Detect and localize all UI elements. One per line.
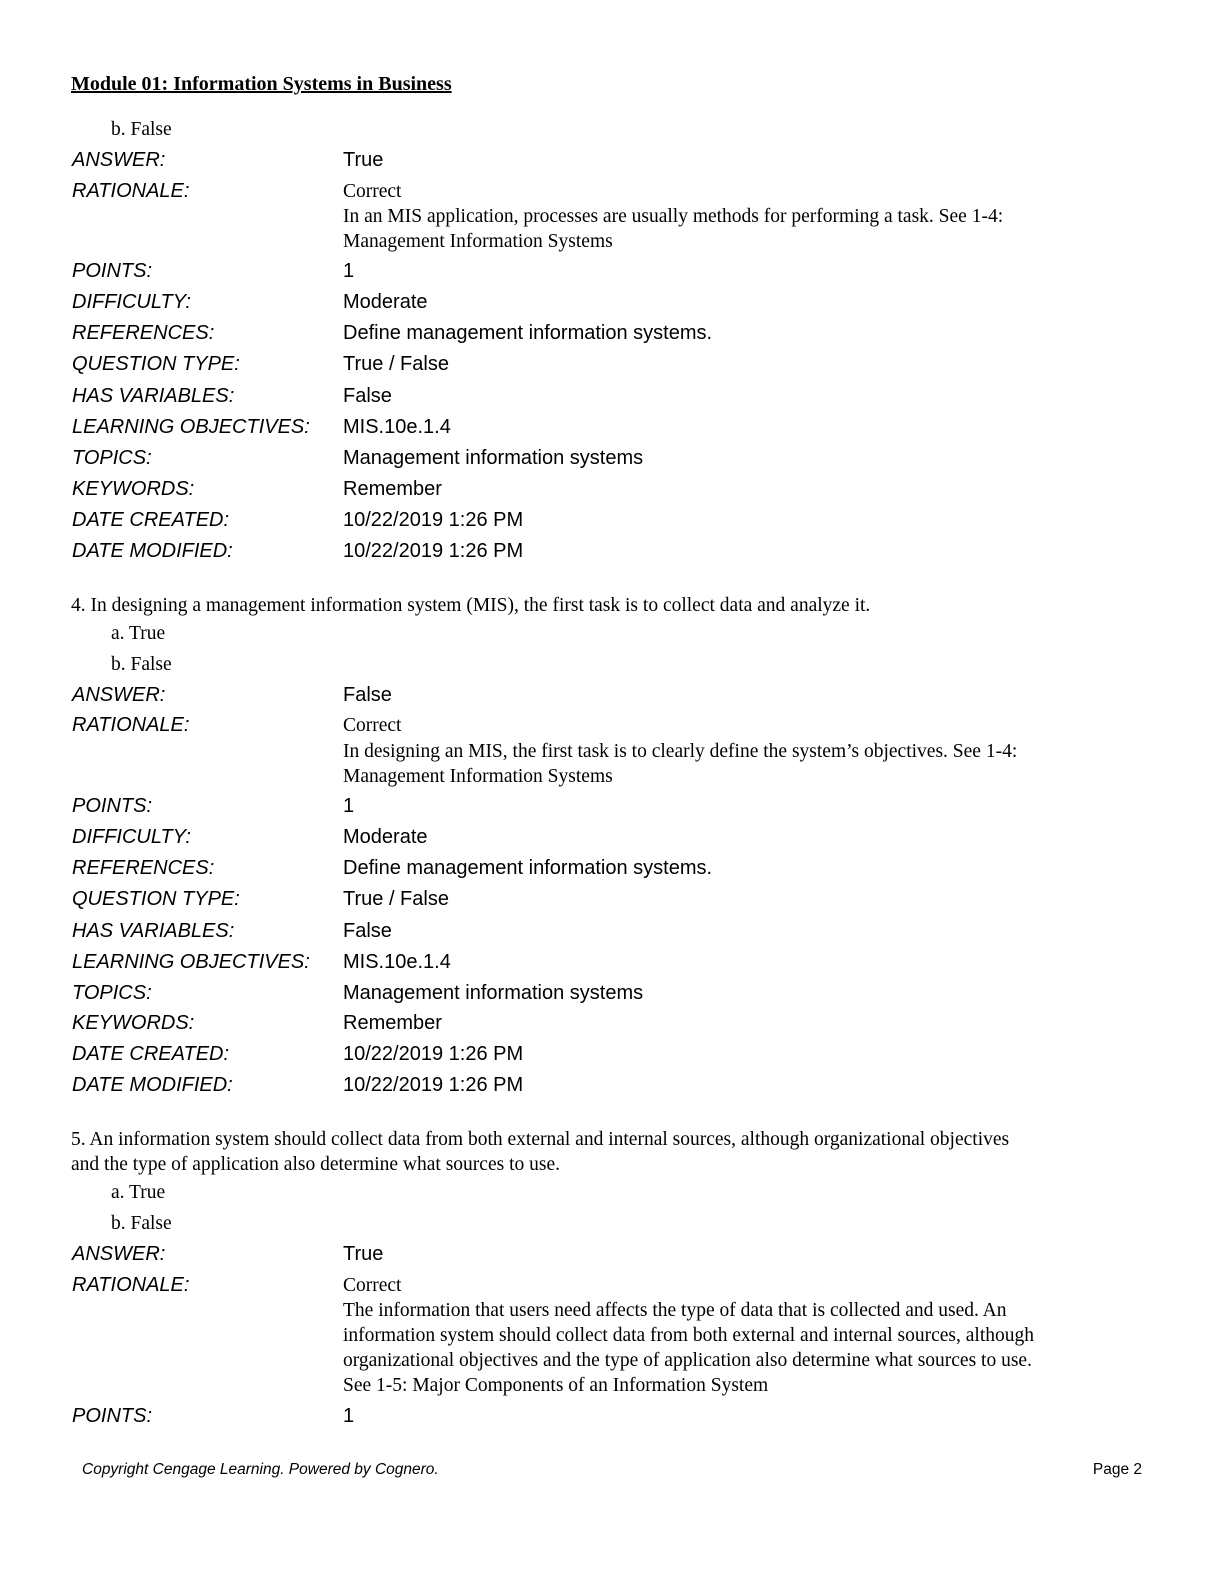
q3-difficulty-value: Moderate [343, 291, 428, 313]
q5-question-line-1: 5. An information system should collect data from both external and internal sources, although organizational objectives [71, 1129, 1010, 1150]
q4-topics-label: TOPICS: [72, 982, 152, 1004]
q3-date-modified-value: 10/22/2019 1:26 PM [343, 540, 524, 562]
q4-answer-label: ANSWER: [72, 684, 166, 706]
q3-date-modified-label: DATE MODIFIED: [72, 540, 233, 562]
q5-question-line-2: and the type of application also determine what sources to use. [71, 1154, 560, 1175]
q4-date-created-label: DATE CREATED: [72, 1043, 230, 1065]
q3-rationale-head: Correct [343, 181, 402, 202]
q4-learning-objectives-label: LEARNING OBJECTIVES: [72, 951, 310, 973]
q3-has-variables-value: False [343, 385, 392, 407]
q4-has-variables-value: False [343, 920, 392, 942]
q3-rationale-line-1: In an MIS application, processes are usually methods for performing a task. See 1-4: [343, 206, 1004, 227]
q4-option-a: a. True [111, 623, 166, 644]
q3-keywords-value: Remember [343, 478, 442, 500]
q5-points-label: POINTS: [72, 1405, 153, 1427]
q4-rationale-label: RATIONALE: [72, 714, 190, 736]
q4-question-type-label: QUESTION TYPE: [72, 888, 240, 910]
q4-references-label: REFERENCES: [72, 857, 215, 879]
q4-rationale-line-2: Management Information Systems [343, 766, 613, 787]
footer-copyright: Copyright Cengage Learning. Powered by Cognero. [82, 1461, 439, 1478]
q3-keywords-label: KEYWORDS: [72, 478, 195, 500]
q3-references-value: Define management information systems. [343, 322, 713, 344]
q4-difficulty-value: Moderate [343, 826, 428, 848]
q3-date-created-value: 10/22/2019 1:26 PM [343, 509, 524, 531]
q5-rationale-line-4: See 1-5: Major Components of an Information System [343, 1375, 769, 1396]
q3-question-type-value: True / False [343, 353, 449, 375]
q5-option-b: b. False [111, 1213, 172, 1234]
q3-difficulty-label: DIFFICULTY: [72, 291, 191, 313]
q3-answer-value: True [343, 149, 384, 171]
q4-points-label: POINTS: [72, 795, 153, 817]
footer-page-number: Page 2 [1092, 1461, 1142, 1478]
q4-references-value: Define management information systems. [343, 857, 713, 879]
q4-keywords-value: Remember [343, 1012, 442, 1034]
q5-rationale-head: Correct [343, 1275, 402, 1296]
q4-learning-objectives-value: MIS.10e.1.4 [343, 951, 451, 973]
q3-learning-objectives-label: LEARNING OBJECTIVES: [72, 416, 310, 438]
q4-date-created-value: 10/22/2019 1:26 PM [343, 1043, 524, 1065]
q5-points-value: 1 [343, 1405, 355, 1427]
q3-question-type-label: QUESTION TYPE: [72, 353, 240, 375]
q4-date-modified-label: DATE MODIFIED: [72, 1074, 233, 1096]
q3-date-created-label: DATE CREATED: [72, 509, 230, 531]
q5-answer-value: True [343, 1243, 384, 1265]
q3-option-b: b. False [111, 119, 172, 140]
q4-answer-value: False [343, 684, 392, 706]
q4-question-type-value: True / False [343, 888, 449, 910]
q3-topics-value: Management information systems [343, 447, 644, 469]
q3-rationale-line-2: Management Information Systems [343, 231, 613, 252]
q3-answer-label: ANSWER: [72, 149, 166, 171]
q4-rationale-head: Correct [343, 715, 402, 736]
q4-keywords-label: KEYWORDS: [72, 1012, 195, 1034]
q4-option-b: b. False [111, 654, 172, 675]
q4-question-text: 4. In designing a management information system (MIS), the first task is to collect data and analyze it. [71, 595, 871, 616]
q3-learning-objectives-value: MIS.10e.1.4 [343, 416, 451, 438]
q3-rationale-label: RATIONALE: [72, 180, 190, 202]
q3-points-value: 1 [343, 260, 355, 282]
q4-rationale-line-1: In designing an MIS, the first task is to clearly define the system’s objectives. See 1-4: [343, 741, 1018, 762]
q5-rationale-line-1: The information that users need affects the type of data that is collected and used. An [343, 1300, 1007, 1321]
q5-option-a: a. True [111, 1182, 166, 1203]
q3-references-label: REFERENCES: [72, 322, 215, 344]
q4-topics-value: Management information systems [343, 982, 644, 1004]
q4-points-value: 1 [343, 795, 355, 817]
q5-rationale-label: RATIONALE: [72, 1274, 190, 1296]
q5-rationale-line-2: information system should collect data from both external and internal sources, although [343, 1325, 1034, 1346]
module-title: Module 01: Information Systems in Business [71, 73, 452, 95]
q3-points-label: POINTS: [72, 260, 153, 282]
q3-has-variables-label: HAS VARIABLES: [72, 385, 235, 407]
q4-date-modified-value: 10/22/2019 1:26 PM [343, 1074, 524, 1096]
q5-rationale-line-3: organizational objectives and the type of application also determine what sources to use. [343, 1350, 1032, 1371]
q5-answer-label: ANSWER: [72, 1243, 166, 1265]
q4-has-variables-label: HAS VARIABLES: [72, 920, 235, 942]
q4-difficulty-label: DIFFICULTY: [72, 826, 191, 848]
q3-topics-label: TOPICS: [72, 447, 152, 469]
